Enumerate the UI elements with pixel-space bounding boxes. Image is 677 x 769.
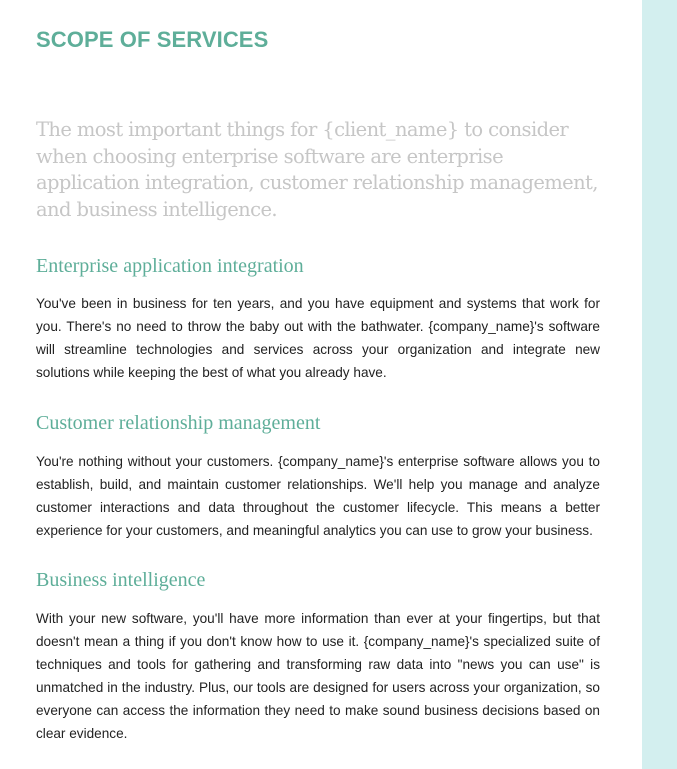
page-title: SCOPE OF SERVICES xyxy=(36,27,269,52)
section-heading-customer-relationship-management: Customer relationship management xyxy=(36,412,321,434)
decorative-side-bar xyxy=(642,0,677,769)
section-heading-enterprise-application-integration: Enterprise application integration xyxy=(36,255,304,277)
section-body-customer-relationship-management: You're nothing without your customers. {company_name}'s enterprise software allows you to establish, build, and maintain customer relationships. We'll help you manage and analyze customer interactions and data throughout the customer lifecycle. This means a better experience for your customers, and meaningful analytics you can use to grow your business. xyxy=(36,454,600,538)
section-body-enterprise-application-integration: You've been in business for ten years, and you have equipment and systems that work for you. There's no need to throw the baby out with the bathwater. {company_name}'s software will streamline technologies and services across your organization and integrate new solutions while keeping the best of what you already have. xyxy=(36,296,600,380)
section-heading-business-intelligence: Business intelligence xyxy=(36,569,206,591)
section-body-business-intelligence: With your new software, you'll have more information than ever at your fingertips, but that doesn't mean a thing if you don't know how to use it. {company_name}'s specialized suite of techniques and tools for gathering and transforming raw data into "news you can use" is unmatched in the industry. Plus, our tools are designed for users across your organization, so everyone can access the information they need to make sound business decisions based on clear evidence. xyxy=(36,611,600,741)
intro-paragraph: The most important things for {client_name} to consider when choosing enterprise software are enterprise application integration, customer relationship management, and business intelligence. xyxy=(36,118,598,221)
